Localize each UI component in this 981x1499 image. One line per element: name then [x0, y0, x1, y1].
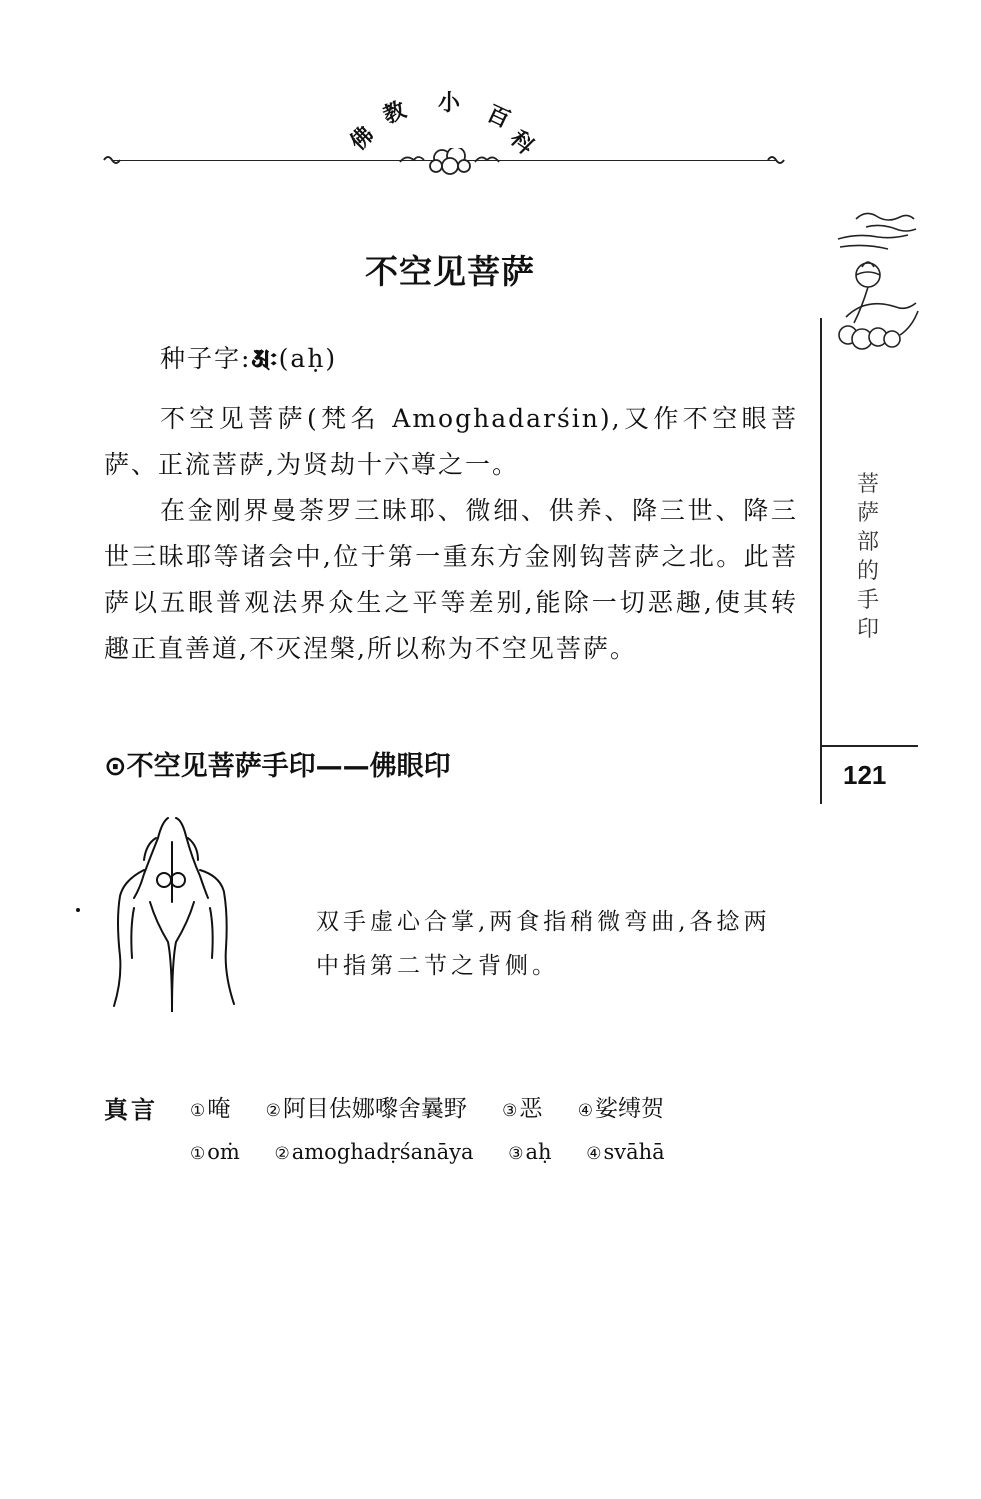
mantra-number: ④	[577, 1101, 593, 1121]
series-title-char: 教	[379, 97, 410, 130]
mantra-sanskrit-row	[190, 1140, 693, 1164]
cloud-ornament-icon	[100, 148, 890, 178]
mantra-item	[508, 1140, 551, 1164]
mantra-item	[502, 1096, 542, 1122]
series-title-char: 佛	[345, 122, 380, 156]
chapter-char: 印	[856, 617, 879, 642]
chapter-char: 萨	[856, 501, 879, 526]
mantra-item	[190, 1140, 240, 1164]
section-marker-icon: ⊙	[104, 751, 127, 782]
mantra-text: aḥ	[525, 1140, 552, 1164]
mantra-text: 娑缚贺	[594, 1096, 664, 1122]
mudra-section-heading	[104, 744, 451, 783]
chapter-char: 菩	[856, 472, 879, 497]
mantra-text: amoghadṛśanāya	[291, 1140, 474, 1164]
seed-syllable-label: 种子字:	[160, 344, 252, 373]
chapter-char: 部	[856, 530, 879, 555]
section-heading-text: 不空见菩萨手印——佛眼印	[126, 751, 451, 782]
chapter-char: 的	[856, 559, 879, 584]
mudra-description: 双手虚心合掌,两食指稍微弯曲,各捻两中指第二节之背侧。	[316, 909, 771, 979]
mantra-text: 阿目佉娜嚟舍曩野	[282, 1096, 467, 1122]
mantra-number: ③	[502, 1101, 518, 1121]
mantra-item	[586, 1140, 664, 1164]
chapter-char: 手	[856, 588, 879, 613]
mantra-chinese-row	[190, 1090, 692, 1123]
sidebar-horizontal-rule	[820, 745, 918, 747]
seed-syllable-romanization: (aḥ)	[278, 344, 338, 373]
mantra-number: ②	[274, 1144, 290, 1164]
mantra-number: ④	[586, 1144, 602, 1164]
sidebar-vertical-rule	[820, 318, 822, 804]
intro-paragraph: 不空见菩萨(梵名 Amoghadarśin),又作不空眼菩萨、正流菩萨,为贤劫十六尊之一。	[104, 404, 798, 479]
chapter-title-vertical	[850, 470, 886, 644]
mantra-item	[266, 1096, 467, 1122]
page-title: 不空见菩萨	[365, 252, 535, 291]
series-title-char: 百	[482, 101, 514, 134]
series-title-char: 小	[438, 91, 461, 116]
mudra-hands-illustration	[104, 812, 254, 1012]
mantra-item	[275, 1140, 474, 1164]
mantra-item	[578, 1096, 664, 1122]
mantra-number: ①	[190, 1101, 206, 1121]
mantra-number: ②	[265, 1101, 281, 1121]
mantra-text: svāhā	[603, 1140, 665, 1164]
mantra-number: ③	[508, 1144, 524, 1164]
series-title-char: 科	[504, 126, 539, 160]
mantra-label: 真言	[104, 1096, 158, 1124]
description-paragraph: 在金刚界曼荼罗三昧耶、微细、供养、降三世、降三世三昧耶等诸会中,位于第一重东方金刚钩菩萨之北。此菩萨以五眼普观法界众生之平等差别,能除一切恶趣,使其转趣正直善道,不灭涅槃,所以称为不空见菩萨。	[104, 496, 798, 663]
mantra-text: oṁ	[207, 1140, 240, 1164]
mantra-number: ①	[190, 1144, 206, 1164]
mantra-item	[190, 1096, 230, 1122]
mantra-text: 恶	[519, 1096, 543, 1122]
siddham-glyph: 𑖀𑖾	[251, 344, 279, 373]
seed-syllable-line	[104, 336, 798, 382]
page-number: 121	[843, 760, 887, 790]
mantra-text: 唵	[207, 1096, 231, 1122]
print-speck	[76, 908, 80, 912]
